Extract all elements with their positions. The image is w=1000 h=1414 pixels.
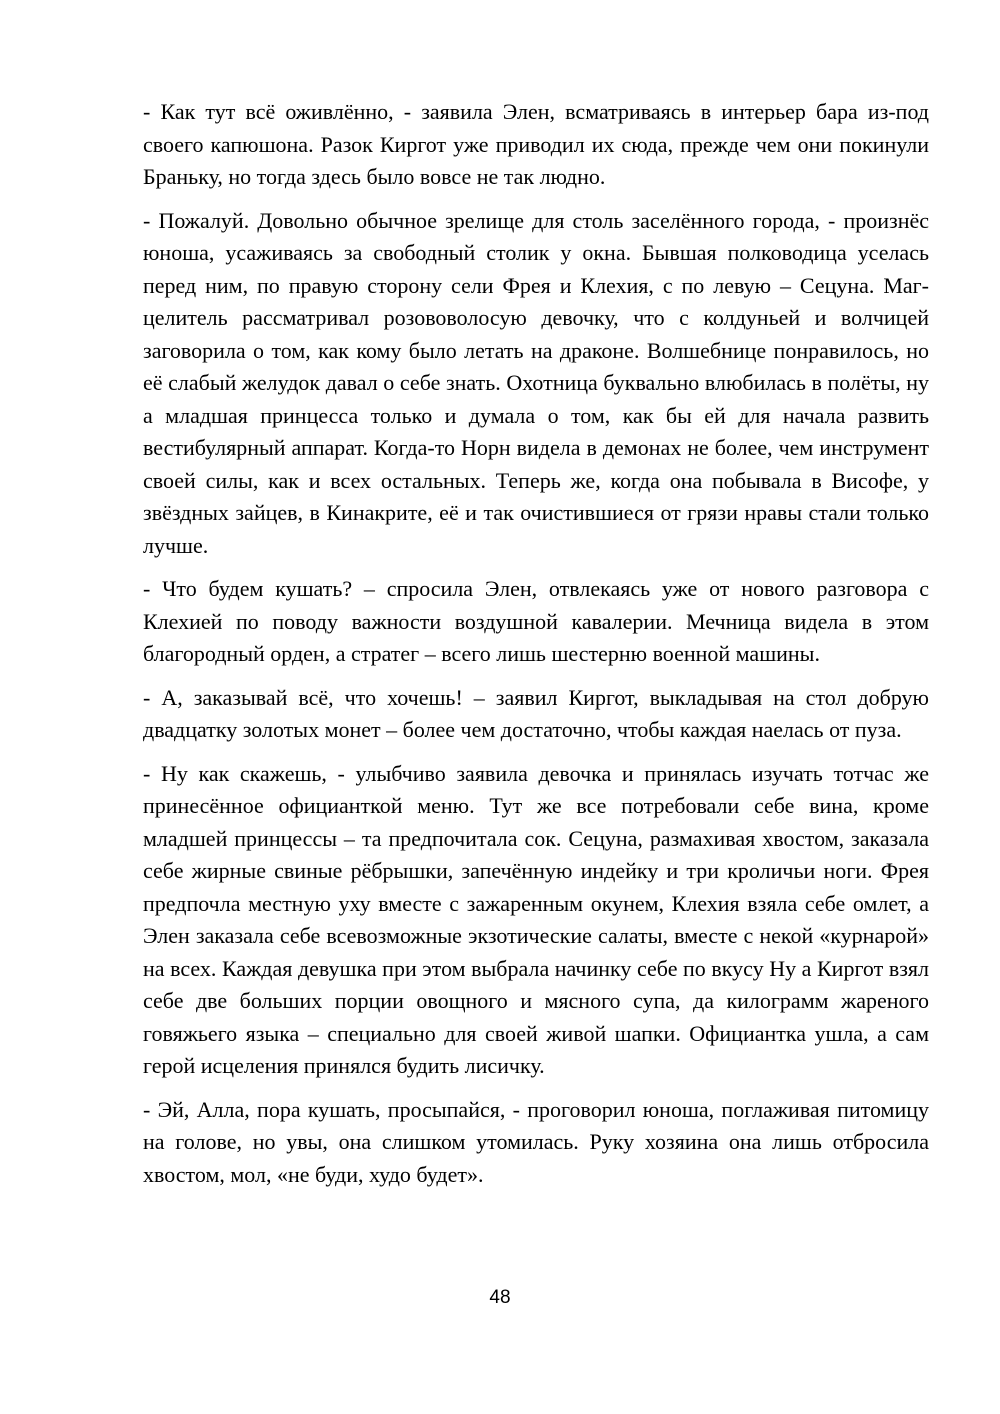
paragraph: - Что будем кушать? – спросила Элен, отвлекаясь уже от нового разговора с Клехией по поводу важности воздушной кавалерии. Мечница видела в этом благородный орден, а стратег – всего лишь шестерню военной машины. [143, 576, 929, 666]
page-number: 48 [489, 1287, 511, 1308]
paragraph: - Как тут всё оживлённо, - заявила Элен, всматриваясь в интерьер бара из-под своего капюшона. Разок Киргот уже приводил их сюда, прежде чем они покинули Браньку, но тогда здесь было вовсе не так людно. [143, 99, 929, 189]
paragraph: - А, заказывай всё, что хочешь! – заявил Киргот, выкладывая на стол добрую двадцатку золотых монет – более чем достаточно, чтобы каждая наелась от пуза. [143, 684, 929, 742]
paragraph: - Ну как скажешь, - улыбчиво заявила девочка и принялась изучать тотчас же принесённое официанткой меню. Тут же все потребовали себе вина, кроме младшей принцессы – та предпочитала сок. Сецуна, размахивая хвостом, заказала себе жирные свиные рёбрышки, запечённую индейку и три кроличьи ноги. Фрея предпочла местную уху вместе с зажаренным окунем, Клехия взяла себе омлет, а Элен заказала себе всевозможные экзотические салаты, вместе с некой «курнарой» на всех. Каждая девушка при этом выбрала начинку себе по вкусу Ну а Киргот взял себе две больших порции овощного и мясного супа, да килограмм жареного говяжьего языка – специально для своей живой шапки. Официантка ушла, а сам герой исцеления принялся будить лисичку. [143, 760, 929, 1078]
text-block [143, 96, 929, 1202]
paragraph: - Эй, Алла, пора кушать, просыпайся, - проговорил юноша, поглаживая питомицу на голове, но увы, она слишком утомилась. Руку хозяина она лишь отбросила хвостом, мол, «не буди, худо будет». [143, 1096, 929, 1187]
paragraph: - Пожалуй. Довольно обычное зрелище для столь заселённого города, - произнёс юноша, усаживаясь за свободный столик у окна. Бывшая полководица уселась перед ним, по правую сторону сели Фрея и Клехия, с по левую – Сецуна. Маг-целитель рассматривал розововолосую девочку, что с колдуньей и волчицей заговорила о том, как кому было летать на драконе. Волшебнице понравилось, но её слабый желудок давал о себе знать. Охотница буквально влюбилась в полёты, ну а младшая принцесса только и думала о том, как бы ей для начала развить вестибулярный аппарат. Когда-то Норн видела в демонах не более, чем инструмент своей силы, как и всех остальных. Теперь же, когда она побывала в Висофе, у звёздных зайцев, в Кинакрите, её и так очистившиеся от грязи нравы стали только лучше. [143, 207, 929, 558]
